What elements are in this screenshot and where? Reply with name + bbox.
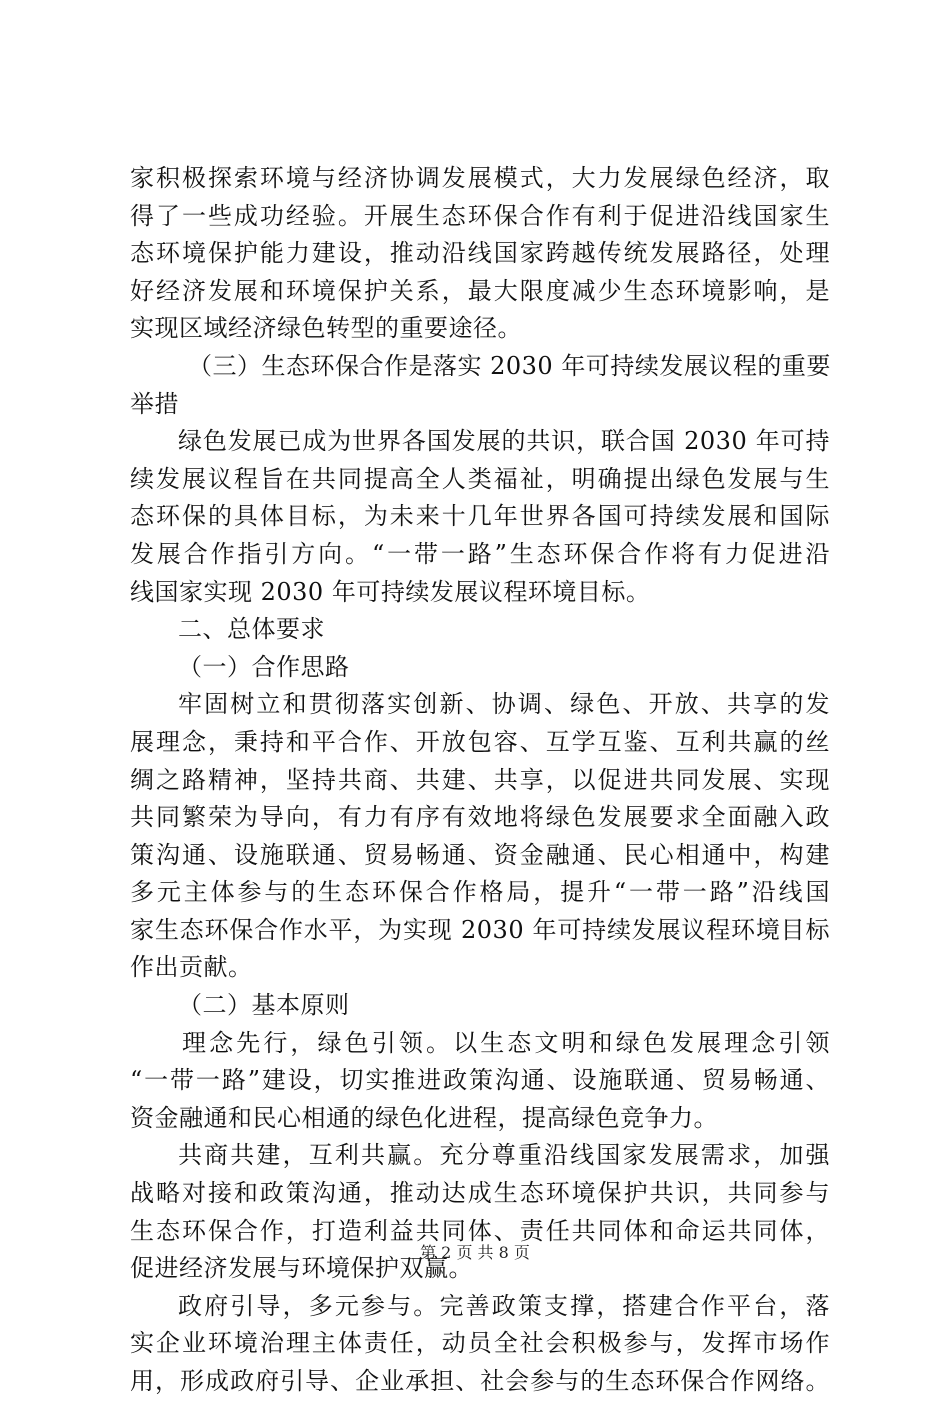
text-line: 好经济发展和环境保护关系，最大限度减少生态环境影响，是 [130,276,830,305]
text-line: 作出贡献。 [130,953,253,982]
text-line: 理念先行，绿色引领。以生态文明和绿色发展理念引领 [182,1028,830,1057]
text-line: 得了一些成功经验。开展生态环保合作有利于促进沿线国家生 [130,201,830,230]
text-line: 家生态环保合作水平，为实现 2030 年可持续发展议程环境目标 [130,915,830,944]
text-line: 绸之路精神，坚持共商、共建、共享，以促进共同发展、实现 [130,765,830,794]
text-line: 家积极探索环境与经济协调发展模式，大力发展绿色经济，取 [130,164,830,192]
text-line: （三）生态环保合作是落实 2030 年可持续发展议程的重要 [188,351,831,380]
text-line: 发展合作指引方向。“一带一路”生态环保合作将有力促进沿 [130,539,830,568]
document-body [130,160,830,1401]
text-line: 用，形成政府引导、企业承担、社会参与的生态环保合作网络。 [130,1367,830,1395]
text-line: 生态环保合作，打造利益共同体、责任共同体和命运共同体， [130,1216,830,1245]
text-line: 促进经济发展与环境保护双赢。 [130,1254,473,1283]
text-line: 政府引导，多元参与。完善政策支撑，搭建合作平台，落 [178,1291,830,1320]
text-line: 展理念，秉持和平合作、开放包容、互学互鉴、互利共赢的丝 [130,727,830,756]
text-line: 共同繁荣为导向，有力有序有效地将绿色发展要求全面融入政 [130,803,830,832]
text-line: 二、总体要求 [178,615,325,644]
text-line: 绿色发展已成为世界各国发展的共识，联合国 2030 年可持 [178,427,830,456]
text-line: 举措 [130,389,179,418]
text-line: 态环境保护能力建设，推动沿线国家跨越传统发展路径，处理 [130,239,830,268]
text-line: 线国家实现 2030 年可持续发展议程环境目标。 [130,577,651,606]
text-line: 策沟通、设施联通、贸易畅通、资金融通、民心相通中，构建 [130,840,830,869]
text-line: （二）基本原则 [178,991,350,1020]
text-line: （一）合作思路 [178,652,350,681]
text-line: 多元主体参与的生态环保合作格局，提升“一带一路”沿线国 [130,878,830,907]
text-line: 态环保的具体目标，为未来十几年世界各国可持续发展和国际 [130,502,830,531]
text-line: 续发展议程旨在共同提高全人类福祉，明确提出绿色发展与生 [130,464,830,493]
text-line: 战略对接和政策沟通，推动达成生态环境保护共识，共同参与 [130,1179,830,1208]
text-line: 实企业环境治理主体责任，动员全社会积极参与，发挥市场作 [130,1329,830,1358]
text-line: “一带一路”建设，切实推进政策沟通、设施联通、贸易畅通、 [130,1066,830,1095]
text-line: 资金融通和民心相通的绿色化进程，提高绿色竞争力。 [130,1103,718,1132]
page-footer: 第 2 页 共 8 页 [420,1243,530,1262]
text-line: 牢固树立和贯彻落实创新、协调、绿色、开放、共享的发 [178,690,830,719]
text-line: 实现区域经济绿色转型的重要途径。 [130,314,522,343]
text-line: 共商共建，互利共赢。充分尊重沿线国家发展需求，加强 [178,1141,830,1170]
